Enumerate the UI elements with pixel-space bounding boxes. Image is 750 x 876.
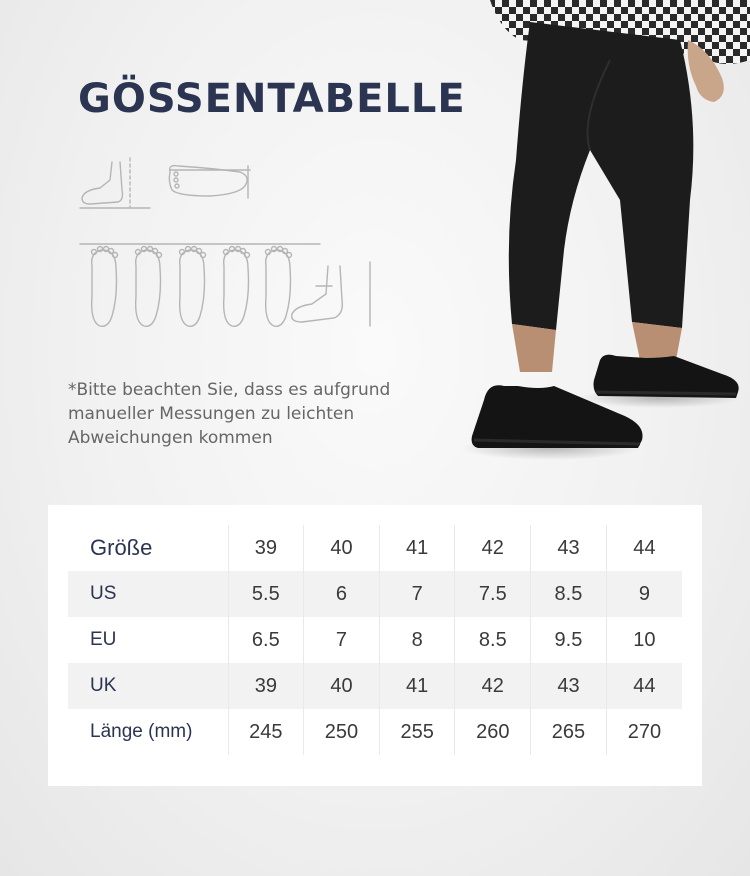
measurement-note: *Bitte beachten Sie, dass es aufgrund manueller Messungen zu leichten Abweichungen kommen (68, 380, 391, 448)
table-cell: 270 (606, 709, 682, 755)
table-cell: 41 (379, 525, 455, 571)
size-table-card (48, 505, 702, 786)
table-cell: 245 (228, 709, 304, 755)
page-title: GÖSSENTABELLE (78, 76, 466, 122)
table-cell: 40 (304, 525, 380, 571)
table-row-laenge (68, 709, 682, 755)
table-cell: 8.5 (531, 571, 607, 617)
table-cell: 43 (531, 525, 607, 571)
table-cell: 41 (379, 663, 455, 709)
table-cell: 44 (606, 663, 682, 709)
table-cell: 39 (228, 663, 304, 709)
table-cell: 10 (606, 617, 682, 663)
row-label: Länge (mm) (90, 721, 193, 742)
model-photo (460, 0, 750, 470)
size-table (68, 525, 682, 755)
table-row-groesse (68, 525, 682, 571)
table-cell: 9 (606, 571, 682, 617)
table-cell: 6.5 (228, 617, 304, 663)
table-cell: 8 (379, 617, 455, 663)
table-cell: 250 (304, 709, 380, 755)
table-cell: 42 (455, 663, 531, 709)
table-row-us (68, 571, 682, 617)
table-cell: 39 (228, 525, 304, 571)
row-label: Größe (90, 535, 153, 560)
table-cell: 40 (304, 663, 380, 709)
table-cell: 260 (455, 709, 531, 755)
table-cell: 7.5 (455, 571, 531, 617)
foot-measurement-illustration (70, 150, 390, 340)
table-cell: 8.5 (455, 617, 531, 663)
table-cell: 5.5 (228, 571, 304, 617)
table-row-uk (68, 663, 682, 709)
table-cell: 265 (531, 709, 607, 755)
table-cell: 7 (304, 617, 380, 663)
row-label: US (68, 571, 228, 617)
row-label: UK (68, 663, 228, 709)
table-row-eu (68, 617, 682, 663)
table-cell: 42 (455, 525, 531, 571)
table-cell: 43 (531, 663, 607, 709)
table-cell: 6 (304, 571, 380, 617)
table-cell: 255 (379, 709, 455, 755)
table-cell: 9.5 (531, 617, 607, 663)
table-cell: 7 (379, 571, 455, 617)
row-label: EU (90, 629, 117, 650)
table-cell: 44 (606, 525, 682, 571)
